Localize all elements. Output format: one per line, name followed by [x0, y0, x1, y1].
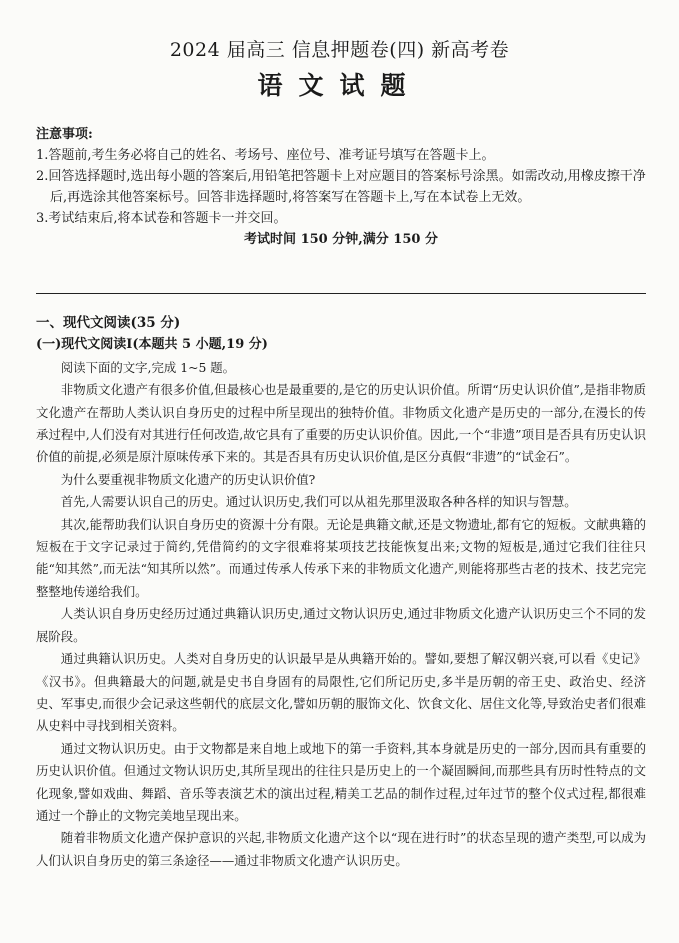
- section-subtitle: (一)现代文阅读Ⅰ(本题共 5 小题,19 分): [36, 337, 268, 353]
- notice-item: 2.回答选择题时,选出每小题的答案后,用铅笔把答题卡上对应题目的答案标号涂黑。如需改动,用橡皮擦干净后,再选涂其他答案标号。回答非选择题时,将答案写在答题卡上,写在本试卷上无效。: [36, 169, 646, 205]
- notice-item: 1.答题前,考生务必将自己的姓名、考场号、座位号、准考证号填写在答题卡上。: [36, 148, 495, 163]
- notice-block: [36, 124, 646, 250]
- exam-time: 考试时间 150 分钟,满分 150 分: [244, 232, 438, 247]
- reading-section: [36, 312, 646, 872]
- passage-paragraph: 通过文物认识历史。由于文物都是来自地上或地下的第一手资料,其本身就是历史的一部分,因而具有重要的历史认识价值。但通过文物认识历史,其所呈现出的往往只是历史上的一个凝固瞬间,而那些具有历时性特点的文化现象,譬如戏曲、舞蹈、音乐等表演艺术的演出过程,精美工艺品的制作过程,过年过节的整个仪式过程,都很难通过一个静止的文物完美地呈现出来。: [36, 740, 646, 823]
- exam-title: 2024 届高三 信息押题卷(四) 新高考卷: [169, 39, 510, 61]
- passage-paragraph: 非物质文化遗产有很多价值,但最核心也是最重要的,是它的历史认识价值。所谓“历史认识价值”,是指非物质文化遗产在帮助人类认识自身历史的过程中所呈现出的独特价值。非物质文化遗产是历史的一部分,在漫长的传承过程中,人们没有对其进行任何改造,故它具有了重要的历史认识价值。因此,一个“非遗”项目是否具有历史认识价值的前提,必须是原汁原味传承下来的。其是否具有历史认识价值,是区分真假“非遗”的“试金石”。: [36, 382, 646, 465]
- passage-paragraph: 人类认识自身历史经历过通过典籍认识历史,通过文物认识历史,通过非物质文化遗产认识历史三个不同的发展阶段。: [36, 606, 646, 644]
- passage-paragraph: 为什么要重视非物质文化遗产的历史认识价值?: [60, 471, 316, 487]
- passage-paragraph: 通过典籍认识历史。人类对自身历史的认识最早是从典籍开始的。譬如,要想了解汉朝兴衰,可以看《史记》《汉书》。但典籍最大的问题,就是史书自身固有的局限性,它们所记历史,多半是历朝的帝王史、政治史、经济史、军事史,而很少会记录这些朝代的底层文化,譬如历朝的服饰文化、饮食文化、居住文化等,导致治史者们很难从史料中寻找到相关资料。: [36, 651, 646, 734]
- instruction: 阅读下面的文字,完成 1~5 题。: [60, 359, 236, 375]
- notice-heading: 注意事项:: [36, 127, 93, 142]
- passage-paragraph: 其次,能帮助我们认识自身历史的资源十分有限。无论是典籍文献,还是文物遗址,都有它的短板。文献典籍的短板在于文字记录过于简约,凭借简约的文字很难将某项技艺技能恢复出来;文物的短板是,通过它我们往往只能“知其然”,而无法“知其所以然”。而通过传承人传承下来的非物质文化遗产,则能将那些古老的技术、技艺完完整整地传递给我们。: [36, 516, 646, 599]
- notice-item: 3.考试结束后,将本试卷和答题卡一并交回。: [36, 211, 287, 226]
- divider-rule: [36, 293, 646, 294]
- subject-title: 语文试题: [257, 71, 422, 100]
- passage-paragraph: 随着非物质文化遗产保护意识的兴起,非物质文化遗产这个以“现在进行时”的状态呈现的遗产类型,可以成为人们认识自身历史的第三条途径——通过非物质文化遗产认识历史。: [36, 830, 646, 868]
- passage-paragraph: 首先,人需要认识自己的历史。通过认识历史,我们可以从祖先那里汲取各种各样的知识与智慧。: [60, 494, 577, 510]
- section-title: 一、现代文阅读(35 分): [36, 315, 181, 331]
